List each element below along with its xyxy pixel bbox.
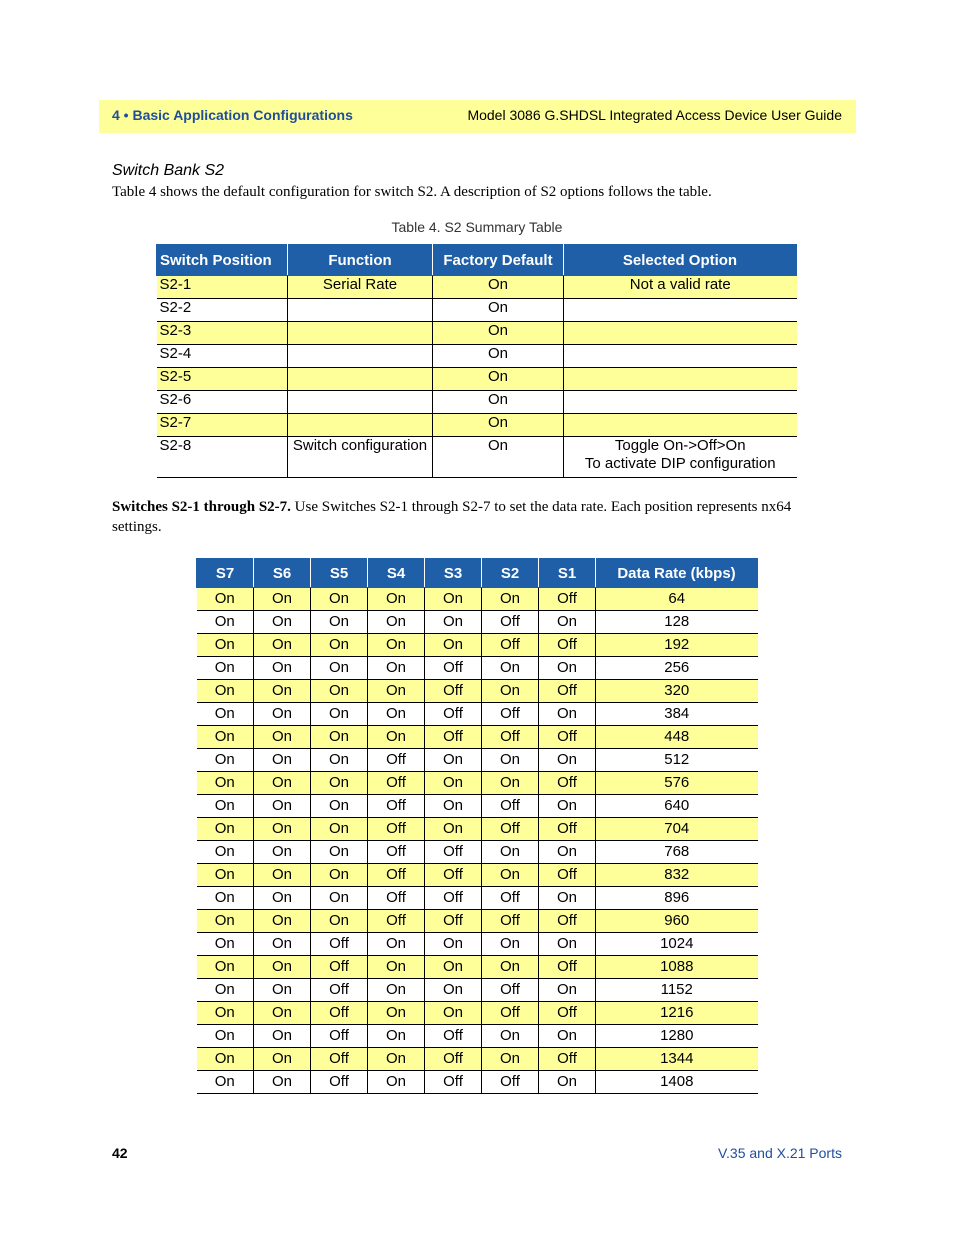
- cell-switch-state: Off: [311, 1048, 368, 1071]
- cell-switch-state: On: [368, 680, 425, 703]
- cell-switch-state: On: [425, 933, 482, 956]
- cell-data-rate: 192: [596, 634, 758, 657]
- cell-switch-state: Off: [482, 910, 539, 933]
- cell-switch-state: Off: [425, 657, 482, 680]
- cell-switch-state: Off: [311, 979, 368, 1002]
- cell-switch-state: Off: [539, 910, 596, 933]
- cell-switch-state: On: [197, 634, 254, 657]
- table-row: [197, 818, 758, 841]
- table-row: [197, 933, 758, 956]
- cell-switch-state: Off: [482, 818, 539, 841]
- cell-switch-state: Off: [368, 841, 425, 864]
- cell-default: On: [433, 345, 564, 368]
- cell-switch-state: Off: [482, 887, 539, 910]
- table-row: [197, 588, 758, 611]
- cell-switch-state: On: [197, 1071, 254, 1094]
- cell-data-rate: 1344: [596, 1048, 758, 1071]
- cell-switch-state: Off: [482, 634, 539, 657]
- running-header: [99, 100, 856, 133]
- cell-default: On: [433, 276, 564, 299]
- cell-switch-state: On: [425, 772, 482, 795]
- cell-switch-state: On: [254, 841, 311, 864]
- cell-function: [288, 322, 433, 345]
- cell-switch-state: On: [197, 772, 254, 795]
- table-row: [157, 345, 797, 368]
- cell-data-rate: 64: [596, 588, 758, 611]
- cell-function: Switch configuration: [288, 437, 433, 478]
- cell-switch-state: On: [368, 1002, 425, 1025]
- cell-switch-state: On: [368, 1048, 425, 1071]
- cell-switch-state: Off: [482, 795, 539, 818]
- cell-switch-state: On: [311, 703, 368, 726]
- header-data-rate-kbps: Data Rate (kbps): [596, 559, 758, 588]
- cell-switch-state: Off: [425, 1025, 482, 1048]
- cell-switch-state: On: [254, 910, 311, 933]
- cell-switch-state: On: [368, 657, 425, 680]
- switches-description-body: Use Switches S2-1 through S2-7 to set the data rate. Each position represents nx64 settings.: [112, 499, 792, 535]
- cell-data-rate: 384: [596, 703, 758, 726]
- table-row: [197, 887, 758, 910]
- cell-switch-state: Off: [368, 795, 425, 818]
- header-factory-default: Factory Default: [433, 245, 564, 276]
- cell-switch-state: On: [254, 933, 311, 956]
- cell-switch-state: On: [197, 841, 254, 864]
- cell-switch-state: Off: [311, 1071, 368, 1094]
- table-row: [197, 634, 758, 657]
- cell-switch-state: On: [254, 749, 311, 772]
- table-row: [197, 956, 758, 979]
- intro-text: Table 4 shows the default configuration for switch S2. A description of S2 options follows the table.: [112, 184, 712, 200]
- page-number: 42: [112, 1145, 128, 1161]
- cell-switch-state: Off: [368, 818, 425, 841]
- cell-switch-state: On: [539, 611, 596, 634]
- cell-data-rate: 1024: [596, 933, 758, 956]
- cell-switch-state: On: [482, 864, 539, 887]
- cell-switch-state: On: [311, 611, 368, 634]
- cell-switch-state: On: [254, 588, 311, 611]
- cell-switch-state: Off: [482, 703, 539, 726]
- cell-switch-state: On: [368, 634, 425, 657]
- cell-data-rate: 768: [596, 841, 758, 864]
- cell-switch-state: On: [311, 910, 368, 933]
- cell-switch-state: Off: [425, 887, 482, 910]
- cell-switch-state: On: [311, 749, 368, 772]
- cell-switch-state: Off: [539, 956, 596, 979]
- cell-switch-state: On: [254, 818, 311, 841]
- cell-switch-state: On: [197, 726, 254, 749]
- cell-option: [564, 391, 797, 414]
- cell-function: Serial Rate: [288, 276, 433, 299]
- header-s4: S4: [368, 559, 425, 588]
- cell-switch-state: On: [197, 818, 254, 841]
- cell-switch-state: On: [197, 657, 254, 680]
- cell-default: On: [433, 322, 564, 345]
- cell-switch-state: Off: [539, 1002, 596, 1025]
- cell-switch-state: On: [482, 657, 539, 680]
- cell-switch-state: On: [482, 933, 539, 956]
- cell-switch-state: On: [425, 611, 482, 634]
- cell-position: S2-6: [157, 391, 288, 414]
- cell-switch-state: On: [425, 1002, 482, 1025]
- cell-function: [288, 368, 433, 391]
- cell-switch-state: On: [482, 1025, 539, 1048]
- cell-switch-state: On: [254, 979, 311, 1002]
- cell-switch-state: Off: [425, 1071, 482, 1094]
- table-row: [157, 322, 797, 345]
- cell-switch-state: On: [197, 956, 254, 979]
- cell-data-rate: 832: [596, 864, 758, 887]
- cell-option: [564, 322, 797, 345]
- table-row: [157, 414, 797, 437]
- cell-switch-state: Off: [539, 772, 596, 795]
- cell-switch-state: On: [368, 933, 425, 956]
- cell-position: S2-8: [157, 437, 288, 478]
- cell-switch-state: On: [539, 795, 596, 818]
- header-s7: S7: [197, 559, 254, 588]
- cell-switch-state: On: [482, 680, 539, 703]
- cell-default: On: [433, 368, 564, 391]
- table-row: [197, 1025, 758, 1048]
- cell-switch-state: On: [311, 588, 368, 611]
- cell-switch-state: Off: [311, 956, 368, 979]
- cell-switch-state: On: [482, 772, 539, 795]
- cell-switch-state: On: [197, 887, 254, 910]
- table-row: [197, 979, 758, 1002]
- cell-position: S2-4: [157, 345, 288, 368]
- table-row: [197, 864, 758, 887]
- cell-switch-state: On: [311, 795, 368, 818]
- header-s3: S3: [425, 559, 482, 588]
- cell-switch-state: Off: [425, 680, 482, 703]
- cell-switch-state: Off: [482, 1002, 539, 1025]
- table-row: [157, 299, 797, 322]
- cell-switch-state: On: [254, 634, 311, 657]
- cell-switch-state: On: [254, 887, 311, 910]
- cell-position: S2-2: [157, 299, 288, 322]
- cell-switch-state: Off: [311, 1002, 368, 1025]
- cell-switch-state: Off: [368, 864, 425, 887]
- cell-data-rate: 1088: [596, 956, 758, 979]
- table-row: [197, 1002, 758, 1025]
- cell-function: [288, 391, 433, 414]
- header-s6: S6: [254, 559, 311, 588]
- table-row: [197, 680, 758, 703]
- cell-option: [564, 414, 797, 437]
- switches-description-lead: Switches S2-1 through S2-7.: [112, 499, 291, 515]
- cell-default: On: [433, 437, 564, 478]
- s2-summary-table: [156, 244, 797, 478]
- cell-switch-state: On: [539, 841, 596, 864]
- cell-switch-state: Off: [368, 887, 425, 910]
- cell-option: [564, 299, 797, 322]
- table-row: [197, 657, 758, 680]
- cell-switch-state: On: [368, 1025, 425, 1048]
- cell-data-rate: 256: [596, 657, 758, 680]
- cell-switch-state: On: [197, 1025, 254, 1048]
- cell-switch-state: Off: [482, 1071, 539, 1094]
- cell-switch-state: On: [197, 749, 254, 772]
- cell-switch-state: Off: [425, 910, 482, 933]
- cell-switch-state: Off: [425, 726, 482, 749]
- cell-switch-state: On: [539, 703, 596, 726]
- cell-switch-state: On: [425, 749, 482, 772]
- cell-switch-state: On: [425, 588, 482, 611]
- cell-switch-state: On: [425, 795, 482, 818]
- cell-switch-state: On: [311, 887, 368, 910]
- cell-option: [564, 345, 797, 368]
- cell-switch-state: Off: [311, 933, 368, 956]
- cell-function: [288, 299, 433, 322]
- table-row: [157, 276, 797, 299]
- cell-switch-state: On: [368, 1071, 425, 1094]
- table-row: [197, 1071, 758, 1094]
- chapter-title: 4 • Basic Application Configurations: [112, 107, 353, 123]
- cell-switch-state: On: [254, 772, 311, 795]
- cell-switch-state: On: [311, 772, 368, 795]
- cell-switch-state: On: [197, 588, 254, 611]
- header-selected-option: Selected Option: [564, 245, 797, 276]
- cell-position: S2-7: [157, 414, 288, 437]
- section-title: Switch Bank S2: [112, 162, 225, 179]
- cell-data-rate: 960: [596, 910, 758, 933]
- cell-data-rate: 640: [596, 795, 758, 818]
- table-row: [157, 368, 797, 391]
- cell-switch-state: On: [425, 818, 482, 841]
- cell-switch-state: On: [539, 979, 596, 1002]
- cell-switch-state: On: [539, 1071, 596, 1094]
- header-switch-position: Switch Position: [157, 245, 288, 276]
- cell-switch-state: On: [197, 795, 254, 818]
- cell-data-rate: 448: [596, 726, 758, 749]
- table-header-row: [197, 559, 758, 588]
- cell-switch-state: On: [197, 864, 254, 887]
- cell-option: Not a valid rate: [564, 276, 797, 299]
- cell-switch-state: Off: [425, 864, 482, 887]
- table-row: [157, 391, 797, 414]
- cell-switch-state: Off: [425, 1048, 482, 1071]
- cell-position: S2-1: [157, 276, 288, 299]
- cell-data-rate: 128: [596, 611, 758, 634]
- cell-switch-state: On: [254, 680, 311, 703]
- cell-switch-state: On: [254, 611, 311, 634]
- cell-switch-state: On: [311, 818, 368, 841]
- cell-position: S2-5: [157, 368, 288, 391]
- cell-switch-state: Off: [539, 680, 596, 703]
- cell-switch-state: On: [539, 749, 596, 772]
- cell-data-rate: 896: [596, 887, 758, 910]
- cell-switch-state: Off: [539, 634, 596, 657]
- cell-switch-state: On: [368, 979, 425, 1002]
- cell-switch-state: On: [368, 703, 425, 726]
- table-row: [197, 841, 758, 864]
- cell-switch-state: On: [311, 657, 368, 680]
- cell-switch-state: On: [254, 703, 311, 726]
- cell-function: [288, 345, 433, 368]
- cell-switch-state: On: [311, 634, 368, 657]
- cell-switch-state: On: [539, 657, 596, 680]
- cell-option: [564, 368, 797, 391]
- cell-switch-state: Off: [425, 703, 482, 726]
- cell-switch-state: Off: [539, 1048, 596, 1071]
- cell-switch-state: On: [368, 588, 425, 611]
- table-row: [197, 910, 758, 933]
- cell-switch-state: On: [197, 979, 254, 1002]
- switches-description: [112, 497, 842, 537]
- cell-switch-state: On: [539, 933, 596, 956]
- cell-function: [288, 414, 433, 437]
- cell-switch-state: On: [254, 1002, 311, 1025]
- cell-switch-state: On: [368, 726, 425, 749]
- cell-data-rate: 1216: [596, 1002, 758, 1025]
- cell-switch-state: On: [254, 956, 311, 979]
- cell-switch-state: Off: [539, 864, 596, 887]
- cell-switch-state: On: [539, 1025, 596, 1048]
- cell-data-rate: 1152: [596, 979, 758, 1002]
- cell-data-rate: 512: [596, 749, 758, 772]
- cell-switch-state: On: [311, 726, 368, 749]
- table-row: [197, 795, 758, 818]
- cell-default: On: [433, 391, 564, 414]
- cell-switch-state: On: [482, 588, 539, 611]
- cell-switch-state: On: [254, 726, 311, 749]
- cell-switch-state: On: [254, 1048, 311, 1071]
- cell-switch-state: On: [197, 910, 254, 933]
- cell-data-rate: 1280: [596, 1025, 758, 1048]
- header-function: Function: [288, 245, 433, 276]
- table-row: [197, 611, 758, 634]
- cell-switch-state: On: [254, 795, 311, 818]
- cell-switch-state: Off: [482, 726, 539, 749]
- cell-switch-state: On: [254, 864, 311, 887]
- cell-switch-state: On: [311, 864, 368, 887]
- cell-option: [564, 437, 797, 478]
- cell-switch-state: On: [482, 956, 539, 979]
- cell-switch-state: On: [254, 1025, 311, 1048]
- cell-switch-state: On: [425, 979, 482, 1002]
- cell-data-rate: 1408: [596, 1071, 758, 1094]
- table-row: [157, 437, 797, 478]
- table-row: [197, 749, 758, 772]
- cell-switch-state: On: [197, 703, 254, 726]
- table-caption: Table 4. S2 Summary Table: [391, 219, 563, 235]
- table-row: [197, 703, 758, 726]
- cell-switch-state: On: [368, 611, 425, 634]
- header-s1: S1: [539, 559, 596, 588]
- table-row: [197, 772, 758, 795]
- cell-switch-state: Off: [311, 1025, 368, 1048]
- cell-switch-state: On: [482, 841, 539, 864]
- cell-default: On: [433, 414, 564, 437]
- option-line-1: Toggle On->Off>On: [614, 437, 746, 454]
- cell-switch-state: On: [197, 1002, 254, 1025]
- cell-switch-state: On: [311, 680, 368, 703]
- table-row: [197, 726, 758, 749]
- guide-title: Model 3086 G.SHDSL Integrated Access Device User Guide: [467, 107, 842, 123]
- cell-switch-state: Off: [425, 841, 482, 864]
- cell-switch-state: On: [254, 657, 311, 680]
- table-row: [197, 1048, 758, 1071]
- cell-switch-state: Off: [482, 979, 539, 1002]
- data-rate-table: [196, 558, 758, 1094]
- cell-position: S2-3: [157, 322, 288, 345]
- cell-switch-state: On: [482, 749, 539, 772]
- cell-switch-state: On: [482, 1048, 539, 1071]
- header-s2: S2: [482, 559, 539, 588]
- cell-switch-state: On: [425, 956, 482, 979]
- cell-switch-state: Off: [539, 726, 596, 749]
- footer-section: V.35 and X.21 Ports: [717, 1145, 842, 1161]
- cell-switch-state: On: [197, 933, 254, 956]
- cell-switch-state: On: [254, 1071, 311, 1094]
- cell-switch-state: Off: [539, 818, 596, 841]
- header-s5: S5: [311, 559, 368, 588]
- cell-switch-state: On: [425, 634, 482, 657]
- cell-data-rate: 576: [596, 772, 758, 795]
- cell-default: On: [433, 299, 564, 322]
- cell-switch-state: On: [539, 887, 596, 910]
- cell-switch-state: On: [197, 1048, 254, 1071]
- cell-data-rate: 704: [596, 818, 758, 841]
- cell-switch-state: Off: [368, 910, 425, 933]
- cell-switch-state: On: [311, 841, 368, 864]
- cell-switch-state: Off: [539, 588, 596, 611]
- cell-switch-state: On: [197, 611, 254, 634]
- cell-switch-state: Off: [368, 749, 425, 772]
- cell-switch-state: Off: [368, 772, 425, 795]
- option-line-2: To activate DIP configuration: [584, 455, 776, 472]
- cell-switch-state: On: [197, 680, 254, 703]
- table-header-row: [157, 245, 797, 276]
- cell-switch-state: Off: [482, 611, 539, 634]
- cell-data-rate: 320: [596, 680, 758, 703]
- cell-switch-state: On: [368, 956, 425, 979]
